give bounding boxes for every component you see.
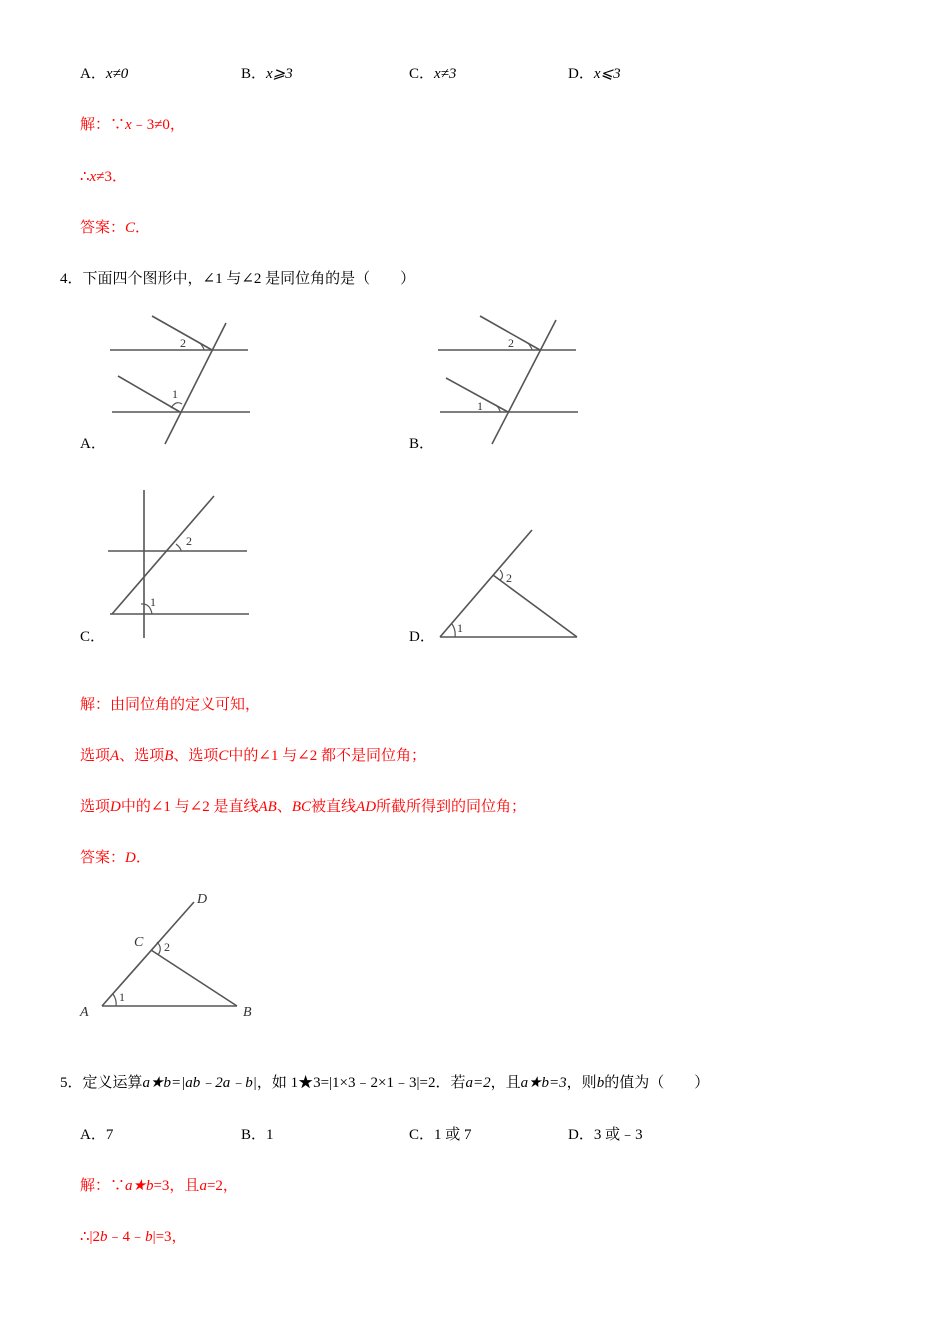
q5-solution-line1 xyxy=(80,1174,238,1195)
abcd-arc-1 xyxy=(113,994,116,1006)
option-expr: x≠0 xyxy=(105,66,129,82)
option-letter: A． xyxy=(80,1127,106,1143)
option-letter: B． xyxy=(241,1127,267,1143)
text: ，且 xyxy=(490,1075,521,1091)
expr: a★b xyxy=(125,1178,154,1194)
text: |=3， xyxy=(152,1229,187,1245)
text: ． xyxy=(135,220,151,236)
var: AB xyxy=(258,799,277,815)
text: ≠3． xyxy=(96,169,127,185)
text: ，则 xyxy=(566,1075,597,1091)
figure-b-label: B． xyxy=(409,436,435,452)
option-expr: x⩽3 xyxy=(593,66,621,82)
point-b: B xyxy=(243,1005,252,1020)
option-letter: A． xyxy=(80,66,106,82)
var: A xyxy=(110,748,120,764)
abcd-angle-2: 2 xyxy=(164,940,170,954)
text: 中的∠1 与∠2 是直线 xyxy=(120,799,259,815)
q5-stem xyxy=(60,1071,709,1092)
q5-option-d xyxy=(568,1123,643,1144)
var: D xyxy=(125,850,136,866)
fig-c-angle-1: 1 xyxy=(150,595,156,609)
text: ． xyxy=(135,850,151,866)
fig-b-angle-1: 1 xyxy=(477,399,483,413)
text: =3，且 xyxy=(153,1178,200,1194)
var: x xyxy=(89,169,97,185)
var: C xyxy=(125,220,136,236)
var: B xyxy=(164,748,174,764)
text: 5．定义运算 xyxy=(60,1075,143,1091)
q4-stem: 4．下面四个图形中，∠1 与∠2 是同位角的是（ ） xyxy=(60,271,416,287)
text: 答案： xyxy=(80,220,126,236)
fig-d-angle-1: 1 xyxy=(457,621,463,635)
var: D xyxy=(110,799,121,815)
text: =2， xyxy=(206,1178,238,1194)
text: 被直线 xyxy=(311,799,357,815)
text: ﹣3≠0， xyxy=(131,117,185,133)
point-d: D xyxy=(197,892,208,907)
text: ﹣4﹣ xyxy=(107,1229,146,1245)
q5-solution-line2 xyxy=(80,1225,187,1246)
var: AD xyxy=(356,799,377,815)
option-value: 1 或 7 xyxy=(434,1127,472,1143)
abcd-angle-1: 1 xyxy=(119,990,125,1004)
text: 解：∵ xyxy=(80,117,126,133)
text: 解：∵ xyxy=(80,1178,126,1194)
fig-c-angle-2: 2 xyxy=(186,534,192,548)
fig-b-angle-2: 2 xyxy=(508,336,514,350)
option-letter: D． xyxy=(568,66,594,82)
option-value: 3 或﹣3 xyxy=(593,1127,643,1143)
q5-option-a xyxy=(80,1123,113,1144)
option-letter: D． xyxy=(568,1127,594,1143)
abcd-side-cb xyxy=(151,950,237,1006)
var: b xyxy=(596,1075,605,1091)
figure-c-label: C． xyxy=(80,629,106,645)
option-expr: x⩾3 xyxy=(266,66,293,82)
option-expr: x≠3 xyxy=(434,66,457,82)
option-letter: C． xyxy=(409,1127,435,1143)
q5-option-b xyxy=(241,1123,274,1144)
text: 、选项 xyxy=(173,748,219,764)
figure-a-label: A． xyxy=(80,436,106,452)
option-letter: B． xyxy=(241,66,267,82)
text: 选项 xyxy=(80,748,111,764)
point-a: A xyxy=(80,1005,89,1020)
expr: a★b=|ab﹣2a﹣b| xyxy=(142,1075,257,1091)
fig-a-angle-1: 1 xyxy=(172,387,178,401)
var: C xyxy=(218,748,229,764)
q4-solution-line1: 解：由同位角的定义可知， xyxy=(80,697,261,713)
expr: a=2 xyxy=(465,1075,491,1091)
text: 所截所得到的同位角； xyxy=(376,799,527,815)
expr: a★b=3 xyxy=(520,1075,567,1091)
option-value: 7 xyxy=(105,1127,114,1143)
text: 、选项 xyxy=(119,748,165,764)
text: ∴ xyxy=(80,169,90,185)
text: ∴|2 xyxy=(80,1229,101,1245)
text: ，如 1★3=|1×3﹣2×1﹣3|=2．若 xyxy=(256,1075,466,1091)
point-c: C xyxy=(134,935,144,950)
text: 的值为（ ） xyxy=(604,1075,710,1091)
var: BC xyxy=(291,799,312,815)
option-value: 1 xyxy=(266,1127,274,1143)
text: 、 xyxy=(276,799,292,815)
fig-a-angle-2: 2 xyxy=(180,336,186,350)
var: x xyxy=(125,117,132,133)
text: 选项 xyxy=(80,799,111,815)
text: 中的∠1 与∠2 都不是同位角； xyxy=(228,748,427,764)
abcd-ray-ad xyxy=(102,902,194,1006)
var: b xyxy=(100,1229,108,1245)
q5-option-c xyxy=(409,1123,472,1144)
text: 答案： xyxy=(80,850,126,866)
var: a xyxy=(199,1178,207,1194)
option-letter: C． xyxy=(409,66,435,82)
figure-d-label: D． xyxy=(409,629,435,645)
fig-d-angle-2: 2 xyxy=(506,571,512,585)
var: b xyxy=(145,1229,153,1245)
